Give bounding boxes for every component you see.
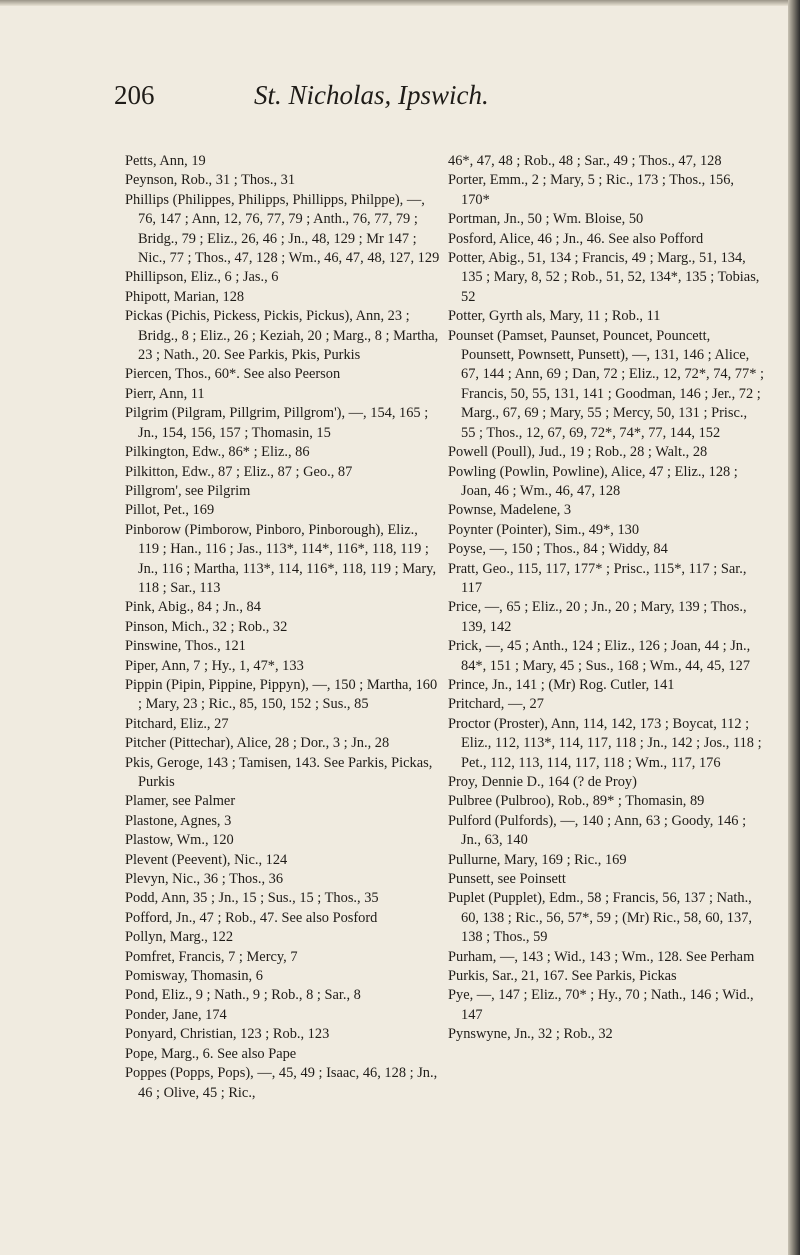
index-entry: Pownse, Madelene, 3	[448, 502, 572, 519]
running-title-part-1: St. Nicholas,	[254, 80, 392, 110]
index-entry: Pinborow (Pimborow, Pinboro, Pinborough), Eliz., 119 ; Han., 116 ; Jas., 113*, 114*, 116*, 118, 119 ; Jn., 116 ; Martha, 113*, 114, 116*, 118, 119 ; Mary, 118 ; Sar., 113	[125, 521, 437, 596]
index-entry: Pulford (Pulfords), —, 140 ; Ann, 63 ; Goody, 146 ; Jn., 63, 140	[448, 812, 747, 849]
index-entry: Plevent (Peevent), Nic., 124	[125, 851, 288, 868]
running-title	[254, 80, 489, 111]
index-entry: Podd, Ann, 35 ; Jn., 15 ; Sus., 15 ; Thos., 35	[125, 890, 379, 907]
index-entry: Poynter (Pointer), Sim., 49*, 130	[448, 521, 640, 538]
index-entry: Potter, Abig., 51, 134 ; Francis, 49 ; Marg., 51, 134, 135 ; Mary, 8, 52 ; Rob., 51, 52, 134*, 135 ; Tobias, 52	[448, 250, 760, 305]
running-header	[0, 80, 788, 120]
index-entry: Proy, Dennie D., 164 (? de Proy)	[448, 774, 637, 790]
index-entry: Purkis, Sar., 21, 167. See Parkis, Pickas	[448, 968, 677, 985]
index-entry: Pilgrim (Pilgram, Pillgrim, Pillgrom'), —, 154, 165 ; Jn., 154, 156, 157 ; Thomasin, 15	[125, 405, 429, 441]
index-entry: Pullurne, Mary, 169 ; Ric., 169	[448, 851, 627, 868]
index-entry: Pillot, Pet., 169	[125, 502, 215, 519]
index-entry: Petts, Ann, 19	[125, 153, 206, 169]
index-entry: Pippin (Pipin, Pippine, Pippyn), —, 150 ; Martha, 160 ; Mary, 23 ; Ric., 85, 150, 152 ; Sus., 85	[125, 676, 438, 713]
index-entry: Poyse, —, 150 ; Thos., 84 ; Widdy, 84	[448, 541, 668, 558]
index-entry: Purham, —, 143 ; Wid., 143 ; Wm., 128. See Perham	[448, 948, 755, 965]
index-entry: Piercen, Thos., 60*. See also Peerson	[125, 366, 341, 383]
index-entry: Pinson, Mich., 32 ; Rob., 32	[125, 618, 288, 635]
index-entry: Pilkitton, Edw., 87 ; Eliz., 87 ; Geo., 87	[125, 463, 353, 480]
index-entry: Plastone, Agnes, 3	[125, 812, 232, 829]
page-number: 206	[114, 80, 155, 110]
index-entry: Prince, Jn., 141 ; (Mr) Rog. Cutler, 141	[448, 676, 675, 693]
index-entry: Plevyn, Nic., 36 ; Thos., 36	[125, 871, 284, 888]
index-entry: Pope, Marg., 6. See also Pape	[125, 1045, 297, 1062]
index-entry: Pomfret, Francis, 7 ; Mercy, 7	[125, 948, 298, 965]
index-entry: Pillgrom', see Pilgrim	[125, 482, 251, 499]
index-entry: Phillipson, Eliz., 6 ; Jas., 6	[125, 269, 279, 286]
index-entry: 46*, 47, 48 ; Rob., 48 ; Sar., 49 ; Thos., 47, 128	[448, 153, 722, 169]
index-entry: Puplet (Pupplet), Edm., 58 ; Francis, 56, 137 ; Nath., 60, 138 ; Ric., 56, 57*, 59 ; (Mr) Ric., 58, 60, 137, 138 ; Thos., 59	[448, 890, 752, 946]
index-entry: Pickas (Pichis, Pickess, Pickis, Pickus), Ann, 23 ; Bridg., 8 ; Eliz., 26 ; Keziah, 20 ; Marg., 8 ; Martha, 23 ; Nath., 20. See Parkis, Pkis, Purkis	[125, 308, 439, 364]
index-entry: Posford, Alice, 46 ; Jn., 46. See also Pofford	[448, 230, 704, 247]
index-entry: Pritchard, —, 27	[448, 696, 544, 713]
index-entry: Price, —, 65 ; Eliz., 20 ; Jn., 20 ; Mary, 139 ; Thos., 139, 142	[448, 599, 747, 635]
index-entry: Punsett, see Poinsett	[448, 871, 566, 888]
index-entry: Pitchard, Eliz., 27	[125, 715, 229, 732]
index-entry: Pynswyne, Jn., 32 ; Rob., 32	[448, 1026, 613, 1043]
index-entry: Pkis, Geroge, 143 ; Tamisen, 143. See Parkis, Pickas, Purkis	[125, 754, 433, 790]
index-entry: Pounset (Pamset, Paunset, Pouncet, Pouncett, Pounsett, Pownsett, Punsett), —, 131, 146 ; Alice, 67, 144 ; Ann, 69 ; Dan, 72 ; Eliz., 12, 72*, 74, 77* ; Francis, 50, 55, 131, 141 ; Goodman, 146 ; Jer., 72 ; Marg., 67, 69 ; Mary, 55 ; Mercy, 50, 131 ; Prisc., 55 ; Thos., 12, 67, 69, 72*, 74*, 77, 144, 152	[448, 327, 764, 441]
index-column-left	[125, 152, 441, 1103]
index-entry: Prick, —, 45 ; Anth., 124 ; Eliz., 126 ; Joan, 44 ; Jn., 84*, 151 ; Mary, 45 ; Sus., 168 ; Wm., 44, 45, 127	[448, 638, 751, 674]
index-column-right	[448, 152, 764, 1045]
index-entry: Pitcher (Pittechar), Alice, 28 ; Dor., 3 ; Jn., 28	[125, 735, 390, 752]
index-entry: Powling (Powlin, Powline), Alice, 47 ; Eliz., 128 ; Joan, 46 ; Wm., 46, 47, 128	[448, 463, 738, 499]
index-entry: Powell (Poull), Jud., 19 ; Rob., 28 ; Walt., 28	[448, 444, 708, 461]
index-entry: Potter, Gyrth als, Mary, 11 ; Rob., 11	[448, 308, 661, 325]
index-entry: Ponder, Jane, 174	[125, 1006, 227, 1023]
index-entry: Pond, Eliz., 9 ; Nath., 9 ; Rob., 8 ; Sar., 8	[125, 987, 361, 1004]
index-entry: Portman, Jn., 50 ; Wm. Bloise, 50	[448, 211, 644, 228]
running-title-part-2: Ipswich.	[398, 80, 489, 110]
index-entry: Pofford, Jn., 47 ; Rob., 47. See also Posford	[125, 909, 378, 926]
index-entry: Pomisway, Thomasin, 6	[125, 968, 263, 985]
index-entry: Poppes (Popps, Pops), —, 45, 49 ; Isaac, 46, 128 ; Jn., 46 ; Olive, 45 ; Ric.,	[125, 1065, 438, 1101]
index-entry: Peynson, Rob., 31 ; Thos., 31	[125, 172, 296, 189]
index-entry: Pulbree (Pulbroo), Rob., 89* ; Thomasin, 89	[448, 793, 705, 810]
index-entry: Pilkington, Edw., 86* ; Eliz., 86	[125, 444, 310, 461]
index-entry: Proctor (Proster), Ann, 114, 142, 173 ; Boycat, 112 ; Eliz., 112, 113*, 114, 117, 118 ; Jn., 142 ; Jos., 118 ; Pet., 112, 113, 114, 117, 118 ; Wm., 117, 176	[448, 715, 762, 771]
index-entry: Pinswine, Thos., 121	[125, 638, 246, 655]
index-entry: Pierr, Ann, 11	[125, 385, 205, 402]
index-entry: Pye, —, 147 ; Eliz., 70* ; Hy., 70 ; Nath., 146 ; Wid., 147	[448, 987, 754, 1023]
index-entry: Ponyard, Christian, 123 ; Rob., 123	[125, 1026, 330, 1043]
index-entry: Phillips (Philippes, Philipps, Phillipps, Philppe), —, 76, 147 ; Ann, 12, 76, 77, 79 ; Anth., 76, 77, 79 ; Bridg., 79 ; Eliz., 26, 46 ; Jn., 48, 129 ; Mr 147 ; Nic., 77 ; Thos., 47, 128 ; Wm., 46, 47, 48, 127, 129	[125, 191, 440, 267]
index-entry: Plastow, Wm., 120	[125, 832, 234, 849]
index-entry: Pink, Abig., 84 ; Jn., 84	[125, 599, 261, 616]
page-edge	[788, 0, 800, 1255]
index-entry: Pollyn, Marg., 122	[125, 929, 234, 946]
index-entry: Pratt, Geo., 115, 117, 177* ; Prisc., 115*, 117 ; Sar., 117	[448, 560, 747, 596]
index-entry: Porter, Emm., 2 ; Mary, 5 ; Ric., 173 ; Thos., 156, 170*	[448, 172, 735, 208]
index-entry: Phipott, Marian, 128	[125, 288, 245, 305]
index-entry: Plamer, see Palmer	[125, 793, 236, 810]
page-top-shadow	[0, 0, 788, 6]
index-entry: Piper, Ann, 7 ; Hy., 1, 47*, 133	[125, 657, 304, 674]
